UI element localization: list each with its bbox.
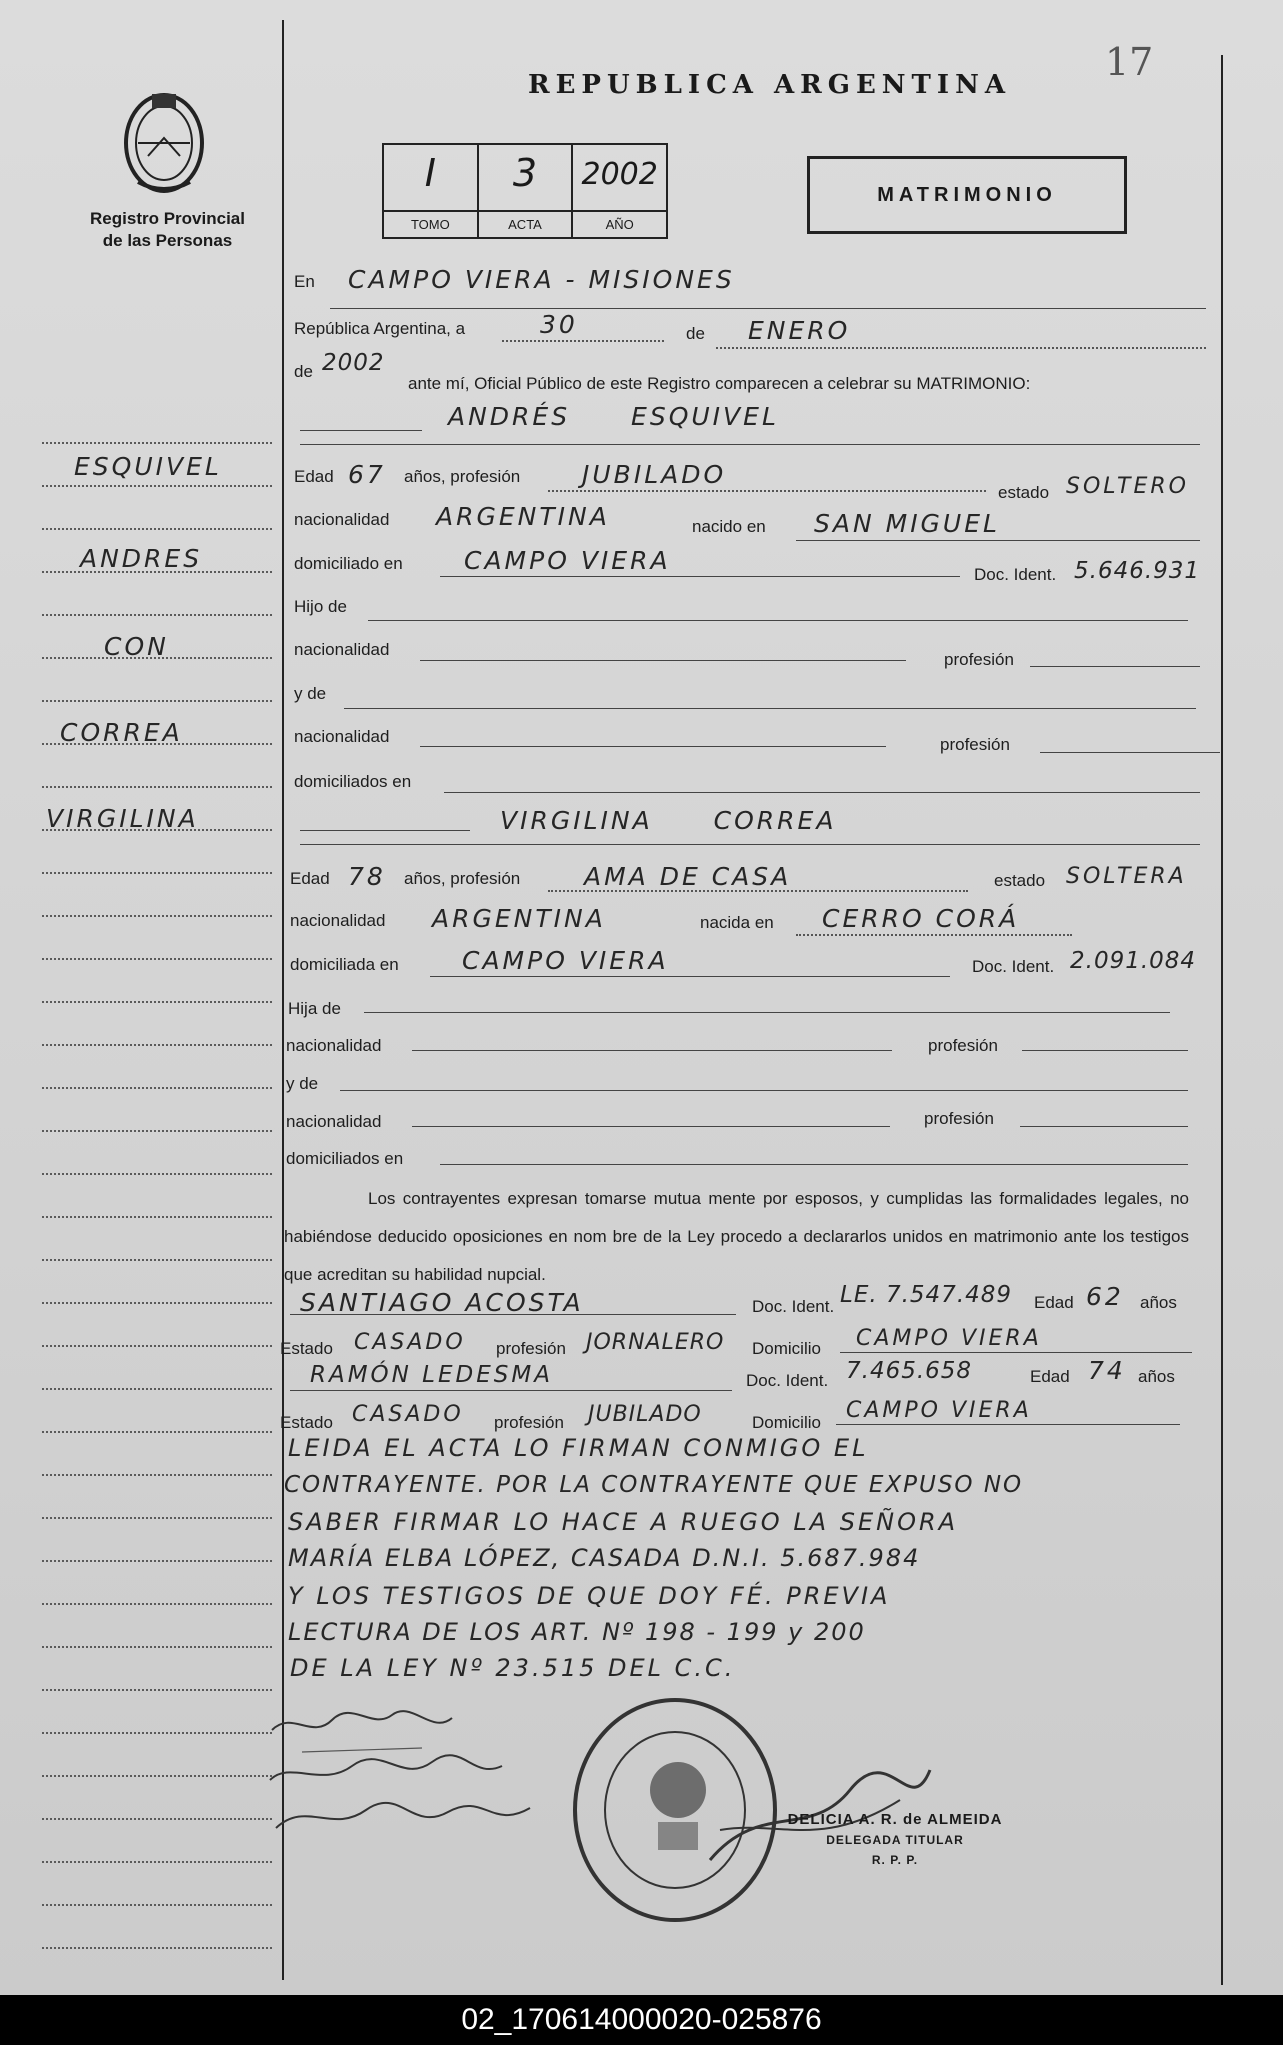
- witness1-domicile-line: [840, 1352, 1192, 1353]
- witness2-domicilio-label: Domicilio: [752, 1413, 821, 1432]
- groom-doc: 5.646.931: [1074, 558, 1201, 584]
- note-line-2: CONTRAYENTE. POR LA CONTRAYENTE QUE EXPUSO NO: [284, 1472, 1024, 1498]
- groom-edad-label: Edad: [294, 467, 334, 486]
- groom-parents-domicile-label: domiciliados en: [294, 772, 412, 791]
- year-value: 2002: [322, 350, 385, 376]
- margin-rule: [42, 786, 272, 788]
- margin-rule: [42, 1904, 272, 1906]
- witness1-estado-label: Estado: [280, 1339, 333, 1358]
- bride-father-profesion-line: [1022, 1050, 1188, 1051]
- place-value: CAMPO VIERA - MISIONES: [348, 265, 735, 294]
- officer-name: DELICIA A. R. de ALMEIDA: [787, 1811, 1003, 1828]
- bride-mother-profesion-line: [1020, 1126, 1188, 1127]
- groom-birthplace: SAN MIGUEL: [814, 509, 1000, 538]
- groom-y-de-label: y de: [294, 684, 327, 703]
- margin-rule: [42, 1732, 272, 1734]
- bride-name-line-left: [300, 830, 470, 831]
- margin-entry-2: ANDRES: [80, 544, 203, 573]
- registry-reference-box: [382, 143, 668, 239]
- margin-entry-4: CORREA: [60, 718, 183, 747]
- margin-rule: [42, 1603, 272, 1605]
- bride-mother-line: [340, 1090, 1188, 1091]
- margin-rule: [42, 442, 272, 444]
- republica-label: República Argentina, a: [294, 319, 466, 338]
- groom-nationality-label: nacionalidad: [294, 510, 390, 529]
- officer-org: R. P. P.: [871, 1853, 919, 1867]
- officer-title: DELEGADA TITULAR: [826, 1833, 964, 1847]
- bride-y-de-label: y de: [286, 1074, 319, 1093]
- witness2-name-line: [290, 1390, 732, 1391]
- groom-estado-label: estado: [998, 483, 1050, 502]
- bride-estado: SOLTERA: [1066, 864, 1187, 889]
- groom-nationality: ARGENTINA: [436, 502, 610, 531]
- registry-line1: Registro Provincial: [90, 209, 245, 228]
- note-line-7: DE LA LEY Nº 23.515 DEL C.C.: [290, 1654, 736, 1682]
- witness1-age: 62: [1086, 1282, 1124, 1311]
- declaration-paragraph: Los contrayentes expresan tomarse mutua mente por esposos, y cumplidas las formalidades legales, no habiéndose deducido oposiciones en nom bre de la Ley procedo a declararlos unidos en matrimonio ante los testigos que acreditan su habilidad nupcial.: [284, 1189, 1189, 1284]
- witness1-doc-label: Doc. Ident.: [752, 1297, 835, 1316]
- bride-birthplace-line: [796, 934, 1072, 936]
- bride-name: VIRGILINA CORREA: [500, 806, 837, 835]
- note-line-4: MARÍA ELBA LÓPEZ, CASADA D.N.I. 5.687.984: [288, 1544, 921, 1572]
- margin-rule: [42, 1130, 272, 1132]
- margin-rule: [42, 1818, 272, 1820]
- ante-text: ante mí, Oficial Público de este Registro comparecen a celebrar su MATRIMONIO:: [408, 374, 1031, 393]
- bride-parents-domicile-line: [440, 1164, 1188, 1165]
- note-line-6: LECTURA DE LOS ART. Nº 198 - 199 y 200: [288, 1618, 866, 1646]
- groom-father-profesion-label: profesión: [944, 650, 1014, 669]
- handwritten-signatures: [262, 1700, 582, 1860]
- margin-rule: [42, 1861, 272, 1863]
- bride-name-line: [300, 844, 1200, 845]
- witness1-anos-label: años: [1140, 1293, 1177, 1312]
- bride-father-profesion-label: profesión: [928, 1036, 998, 1055]
- groom-profession: JUBILADO: [582, 460, 727, 489]
- tomo-cell: [384, 145, 479, 237]
- page-number: 17: [1105, 40, 1154, 84]
- note-line-5: Y LOS TESTIGOS DE QUE DOY FÉ. PREVIA: [288, 1582, 891, 1610]
- margin-rule: [42, 1302, 272, 1304]
- groom-hijo-label: Hijo de: [294, 597, 347, 616]
- margin-rule: [42, 1431, 272, 1433]
- groom-domicile-line: [440, 576, 960, 577]
- groom-name-line-left: [300, 430, 422, 431]
- witness2-domicile-line: [836, 1424, 1180, 1425]
- bride-mother-profesion-label: profesión: [924, 1109, 994, 1128]
- registry-name: [60, 208, 275, 252]
- bride-father-line: [364, 1012, 1170, 1013]
- acta-label: ACTA: [479, 210, 572, 237]
- bride-parents-domicile-label: domiciliados en: [286, 1149, 404, 1168]
- groom-mother-nationality-label: nacionalidad: [294, 727, 390, 746]
- margin-rule: [42, 872, 272, 874]
- anio-value: 2002: [581, 157, 658, 192]
- right-border: [1221, 55, 1223, 1985]
- margin-rule: [42, 1689, 272, 1691]
- bride-mother-nationality-label: nacionalidad: [286, 1112, 382, 1131]
- bride-father-nationality-label: nacionalidad: [286, 1036, 382, 1055]
- de-label-1: de: [686, 324, 705, 343]
- margin-rule: [42, 1001, 272, 1003]
- margin-rule: [42, 1474, 272, 1476]
- de-label-2: de: [294, 362, 313, 381]
- witness1-name: SANTIAGO ACOSTA: [300, 1288, 584, 1317]
- acta-cell: [479, 145, 574, 237]
- margin-entry-5: VIRGILINA: [46, 804, 199, 833]
- margin-rule: [42, 1646, 272, 1648]
- margin-rule: [42, 1388, 272, 1390]
- bride-domicile-line: [430, 976, 950, 977]
- place-line: [330, 308, 1206, 309]
- margin-rule: [42, 1517, 272, 1519]
- witness2-doc-label: Doc. Ident.: [746, 1371, 829, 1390]
- act-type-box: MATRIMONIO: [807, 156, 1127, 234]
- day-value: 30: [540, 310, 578, 339]
- day-line: [502, 340, 664, 342]
- witness1-estado: CASADO: [354, 1330, 466, 1355]
- witness2-profession: JUBILADO: [588, 1402, 702, 1427]
- bride-nacida-label: nacida en: [700, 913, 774, 932]
- margin-rule: [42, 700, 272, 702]
- witness1-domicilio-label: Domicilio: [752, 1339, 821, 1358]
- officer-block: [760, 1810, 1030, 1870]
- anio-cell: [573, 145, 666, 237]
- margin-rule: [42, 958, 272, 960]
- month-line: [716, 347, 1206, 349]
- groom-father-line: [368, 620, 1188, 621]
- witness1-domicile: CAMPO VIERA: [856, 1326, 1042, 1351]
- anio-label: AÑO: [573, 210, 666, 237]
- margin-rule: [42, 1044, 272, 1046]
- margin-rule: [42, 528, 272, 530]
- bride-profession: AMA DE CASA: [584, 862, 792, 891]
- groom-domicile: CAMPO VIERA: [464, 546, 671, 575]
- witness1-profession: JORNALERO: [586, 1330, 725, 1355]
- note-line-1: LEIDA EL ACTA LO FIRMAN CONMIGO EL: [288, 1434, 869, 1462]
- acta-value: 3: [512, 151, 538, 195]
- witness1-profesion-label: profesión: [496, 1339, 566, 1358]
- witness2-anos-label: años: [1138, 1367, 1175, 1386]
- margin-rule: [42, 485, 272, 487]
- bride-nationality: ARGENTINA: [432, 904, 606, 933]
- groom-mother-line: [344, 708, 1196, 709]
- registry-emblem: [118, 86, 210, 196]
- groom-doc-label: Doc. Ident.: [974, 565, 1057, 584]
- bride-hija-label: Hija de: [288, 999, 341, 1018]
- groom-estado: SOLTERO: [1066, 474, 1189, 499]
- note-line-3: SABER FIRMAR LO HACE A RUEGO LA SEÑORA: [288, 1508, 959, 1536]
- bride-doc: 2.091.084: [1070, 948, 1197, 974]
- groom-name: ANDRÉS ESQUIVEL: [448, 402, 779, 431]
- witness2-domicile: CAMPO VIERA: [846, 1398, 1032, 1423]
- margin-rule: [42, 1947, 272, 1949]
- month-value: ENERO: [748, 316, 851, 345]
- groom-birthplace-line: [796, 540, 1200, 541]
- groom-anos-profesion-label: años, profesión: [404, 467, 521, 486]
- margin-rule: [42, 614, 272, 616]
- witness1-name-line: [290, 1314, 736, 1315]
- footer-caption: 02_170614000020-025876: [0, 1995, 1283, 2045]
- bride-anos-profesion-label: años, profesión: [404, 869, 521, 888]
- margin-rule: [42, 1087, 272, 1089]
- tomo-value: I: [424, 151, 436, 195]
- margin-entry-3: CON: [104, 632, 169, 661]
- groom-mother-nationality-line: [420, 746, 886, 747]
- bride-father-nationality-line: [412, 1050, 892, 1051]
- witness1-doc: LE. 7.547.489: [840, 1282, 1013, 1308]
- bride-estado-label: estado: [994, 871, 1046, 890]
- margin-rule: [42, 1173, 272, 1175]
- tomo-label: TOMO: [384, 210, 477, 237]
- witness2-estado: CASADO: [352, 1402, 464, 1427]
- groom-father-profesion-line: [1030, 666, 1200, 667]
- groom-father-nationality-line: [420, 660, 906, 661]
- groom-name-line: [300, 444, 1200, 445]
- bride-profession-line: [548, 890, 968, 892]
- groom-father-nationality-label: nacionalidad: [294, 640, 390, 659]
- margin-rule: [42, 1259, 272, 1261]
- witness2-name: RAMÓN LEDESMA: [310, 1362, 553, 1388]
- margin-rule: [42, 1560, 272, 1562]
- groom-mother-profesion-label: profesión: [940, 735, 1010, 754]
- witness2-profesion-label: profesión: [494, 1413, 564, 1432]
- bride-mother-nationality-line: [412, 1126, 890, 1127]
- bride-birthplace: CERRO CORÁ: [822, 904, 1020, 933]
- margin-divider: [282, 20, 284, 1980]
- witness2-doc: 7.465.658: [846, 1358, 973, 1384]
- margin-rule: [42, 1775, 272, 1777]
- bride-domicile: CAMPO VIERA: [462, 946, 669, 975]
- en-label: En: [294, 272, 315, 291]
- declaration-text: [284, 1180, 1189, 1294]
- witness1-edad-label: Edad: [1034, 1293, 1074, 1312]
- margin-rule: [42, 1345, 272, 1347]
- groom-mother-profesion-line: [1040, 752, 1220, 753]
- margin-entry-1: ESQUIVEL: [74, 452, 222, 481]
- groom-age: 67: [348, 460, 386, 489]
- groom-domicile-label: domiciliado en: [294, 554, 403, 573]
- margin-rule: [42, 1216, 272, 1218]
- registry-line2: de las Personas: [102, 231, 233, 250]
- bride-nationality-label: nacionalidad: [290, 911, 386, 930]
- bride-edad-label: Edad: [290, 869, 330, 888]
- bride-doc-label: Doc. Ident.: [972, 957, 1055, 976]
- witness2-edad-label: Edad: [1030, 1367, 1070, 1386]
- witness2-estado-label: Estado: [280, 1413, 333, 1432]
- groom-parents-domicile-line: [444, 792, 1200, 793]
- country-title: REPUBLICA ARGENTINA: [528, 70, 1012, 100]
- bride-age: 78: [348, 862, 386, 891]
- groom-nacido-label: nacido en: [692, 517, 766, 536]
- bride-domicile-label: domiciliada en: [290, 955, 399, 974]
- witness2-age: 74: [1088, 1356, 1126, 1385]
- margin-rule: [42, 915, 272, 917]
- groom-profession-line: [548, 490, 986, 492]
